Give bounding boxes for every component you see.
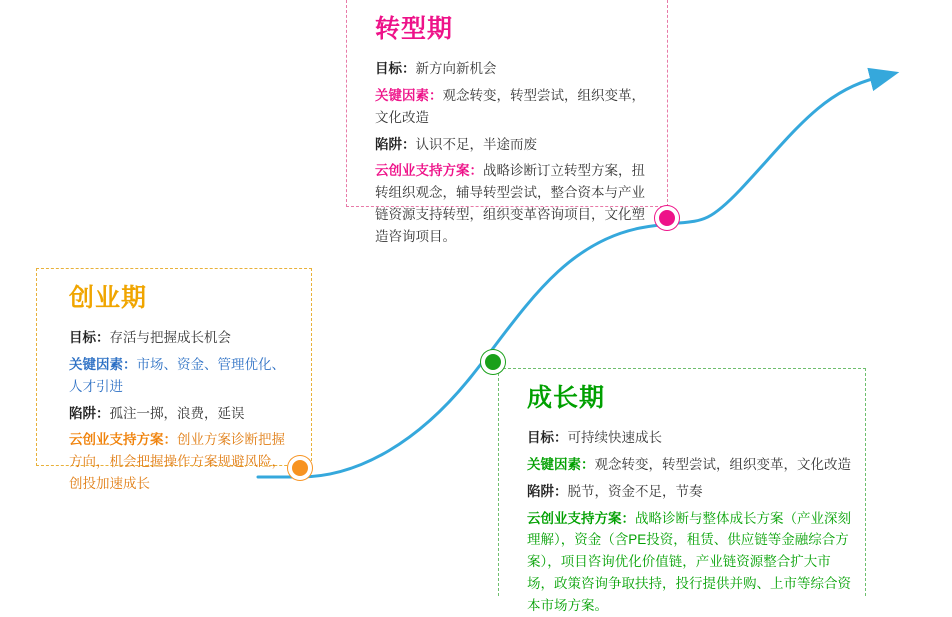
row-label: 云创业支持方案：: [375, 163, 483, 179]
stage-title-transform: 转型期: [375, 15, 454, 43]
row-text: 认识不足，半途而废: [415, 136, 537, 152]
stage-row-solution: [69, 429, 297, 495]
stage-card-transform: [346, 0, 668, 245]
row-label: 目标：: [69, 330, 110, 345]
row-text: 市场、资金、管理优化、人才引进: [69, 356, 285, 394]
row-text: 观念转变，转型尝试，组织变革，文化改造: [375, 87, 645, 125]
stage-row-key-factors: [527, 454, 851, 476]
stage-row-goal: [527, 427, 851, 449]
stage-row-goal: [69, 327, 297, 349]
stage-card-growth: [498, 368, 866, 614]
stage-marker-transform: [655, 206, 679, 230]
row-label: 陷阱：: [527, 483, 568, 499]
row-text: 新方向新机会: [415, 61, 497, 76]
row-text: 观念转变，转型尝试，组织变革，文化改造: [594, 456, 851, 472]
row-text: 存活与把握成长机会: [109, 330, 231, 345]
stage-row-key-factors: [375, 85, 653, 129]
stage-row-pitfall: [375, 134, 653, 156]
row-label: 目标：: [527, 430, 568, 445]
row-text: 创业方案诊断把握方向，机会把握操作方案规避风险，创投加速成长: [69, 432, 285, 492]
stage-title-growth: 成长期: [527, 384, 606, 412]
row-label: 云创业支持方案：: [527, 510, 635, 526]
row-label: 关键因素：: [375, 87, 443, 103]
stage-marker-startup: [288, 456, 312, 480]
stage-row-key-factors: [69, 354, 297, 398]
stage-row-pitfall: [527, 481, 851, 503]
stage-title-startup: 创业期: [69, 284, 148, 312]
row-text: 可持续快速成长: [567, 430, 662, 445]
row-label: 陷阱：: [375, 136, 416, 152]
row-label: 云创业支持方案：: [69, 432, 177, 448]
row-text: 战略诊断与整体成长方案（产业深刻理解），资金（含PE投资，租赁、供应链等金融综合方案），项目咨询优化价值链，产业链资源整合扩大市场，政策咨询争取扶持，投行提供并购、上市等综合资本市场方案。: [527, 510, 851, 614]
stage-card-startup: [36, 268, 312, 492]
stage-row-pitfall: [69, 403, 297, 425]
stage-row-solution: [527, 508, 851, 617]
row-label: 关键因素：: [69, 356, 137, 372]
row-label: 关键因素：: [527, 456, 595, 472]
row-label: 目标：: [375, 61, 416, 76]
row-text: 孤注一掷，浪费，延误: [109, 405, 245, 421]
stage-row-solution: [375, 160, 653, 247]
stage-marker-growth: [481, 350, 505, 374]
row-label: 陷阱：: [69, 405, 110, 421]
row-text: 脱节，资金不足，节奏: [567, 483, 703, 499]
stage-row-goal: [375, 58, 653, 80]
row-text: 战略诊断订立转型方案，扭转组织观念，辅导转型尝试，整合资本与产业链资源支持转型，组织变革咨询项目，文化塑造咨询项目。: [375, 163, 645, 245]
